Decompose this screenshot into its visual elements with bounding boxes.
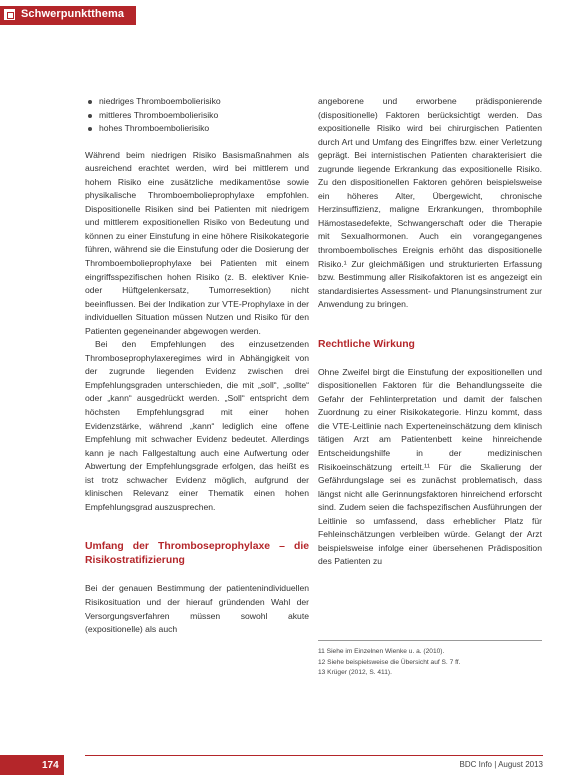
footnote: 12 Siehe beispielsweise die Übersicht auf S. 7 ff. (318, 658, 461, 666)
footer-rule (85, 755, 543, 756)
section-square-icon (3, 8, 16, 21)
paragraph: Bei der genauen Bestimmung der patientenindividuellen Risikosituation und der hierauf gründenden Wahl der Versorgungsverfahren müssen sowohl akute (expositionelle) als auch (85, 583, 309, 635)
page-footer (0, 755, 581, 779)
paragraph: Während beim niedrigen Risiko Basismaßnahmen als ausreichend erachtet werden, wird bei mittlerem und hohem Risiko eine zusätzliche medikamentöse sowie physikalische Thromboembolieprophylaxe empfohlen. Dispositionelle Risiken sind bei Patienten mit niedrigem und mittlerem expositionellen Risiko von Bedeutung und können zu einer Einstufung in eine höhere Risikokategorie führen, während sie die Einstufung oder die Dosierung der Thromboembolieprophylaxe bei Patienten mit einem eingriffsspezifischen hohen Risiko (z. B. elektiver Knie- oder Hüftgelenkersatz, Tumorresektion) nicht beeinflussen. Bei der Indikation zur VTE-Prophylaxe in der individuellen Situation müssen Nutzen und Risiko für den Patienten gegeneinander abgewogen werden. (85, 149, 309, 336)
section-title: Schwerpunktthema (21, 8, 125, 20)
left-column (85, 95, 309, 637)
list-item: hohes Thromboembolierisiko (85, 122, 309, 136)
page-number: 174 (42, 760, 59, 771)
list-item: mittleres Thromboembolierisiko (85, 109, 309, 123)
journal-name: BDC Info | August 2013 (459, 760, 543, 769)
paragraph: Bei den Empfehlungen des einzusetzenden Thromboseprophylaxeregimes wird in Abhängigkeit von der zugrunde liegenden Evidenz zwischen drei Empfehlungsgraden unterschieden, die mit „soll“, „sollte“ oder „kann“ ausgedrückt werden. „Soll“ entspricht dem höchsten Empfehlungsgrad mit einer hohen Evidenzstärke, während „kann“ lediglich eine offene Empfehlung mit schwacher Evidenz bedeutet. Allerdings kann je nach Fallgestaltung auch eine Aufwertung oder Abwertung der Empfehlungsgrade erfolgen, das heißt es ist trotz schwacher Evidenz möglich, aufgrund der klinischen Relevanz einer Thematik einen hohen Empfehlungsgrad auszusprechen. (85, 339, 309, 512)
footnotes (318, 640, 542, 679)
footnote: 11 Siehe im Einzelnen Wienke u. a. (2010). (318, 648, 445, 655)
risk-list (85, 95, 309, 136)
paragraph: Ohne Zweifel birgt die Einstufung der expositionellen und dispositionellen Faktoren für die Behandlungsseite die Gefahr der Fehlinterpretation und damit der falschen Zuordnung zu einer Risikokategorie. Hinzu kommt, dass die VTE-Leitlinie nach Experteneinschätzung dem klinisch tätigen Arzt am Patientenbett keine hinreichende Entscheidungshilfe in der medizinischen Risikoeinschätzung erteilt.¹¹ Für die Skalierung der Gefährdungslage sei es zunächst problematisch, dass längst nicht alle Gerinnungsfaktoren hinreichend erforscht sind. Zudem seien die fachspezifischen Ausführungen der Leitlinie so umfassend, dass erheblicher Platz für Fehleinschätzungen verbleiben würde. Gelangt der Arzt beispielsweise infolge einer übersehenen Prädisposition des Patienten zu (318, 366, 542, 567)
footnote: 13 Krüger (2012, S. 411). (318, 669, 392, 676)
list-item: niedriges Thromboembolierisiko (85, 95, 309, 109)
paragraph: angeborene und erworbene prädisponierende (dispositionelle) Faktoren berücksichtigt werden. Das expositionelle Risiko wird bei chirurgischen Patienten durch Art und Umfang des Eingriffes bzw. einer Verletzung geprägt. Bei internistischen Patienten charakterisiert die zugrunde liegende Erkrankung das expositionelle Risiko. Zu den dispositionellen Faktoren gehören beispielsweise ein höheres Alter, Übergewicht, chronische Herzinsuffizienz, maligne Erkrankungen, thrombophile Hämostasedefekte, Schwangerschaft oder die Therapie mit Sexualhormonen. Auch ein vorangegangenes thromboembolisches Ereignis erhöht das dispositionelle Risiko.¹ Zur gleichmäßigen und strukturierten Erfassung bzw. Bestimmung aller Risikofaktoren ist es angezeigt ein standardisiertes Assessment- und Planungsinstrument zur Anwendung zu bringen. (318, 96, 542, 310)
section-header (0, 0, 581, 28)
right-column (318, 95, 542, 569)
section-heading: Rechtliche Wirkung (318, 338, 415, 350)
section-heading: Umfang der Thromboseprophylaxe – die Risikostratifizierung (85, 541, 309, 567)
